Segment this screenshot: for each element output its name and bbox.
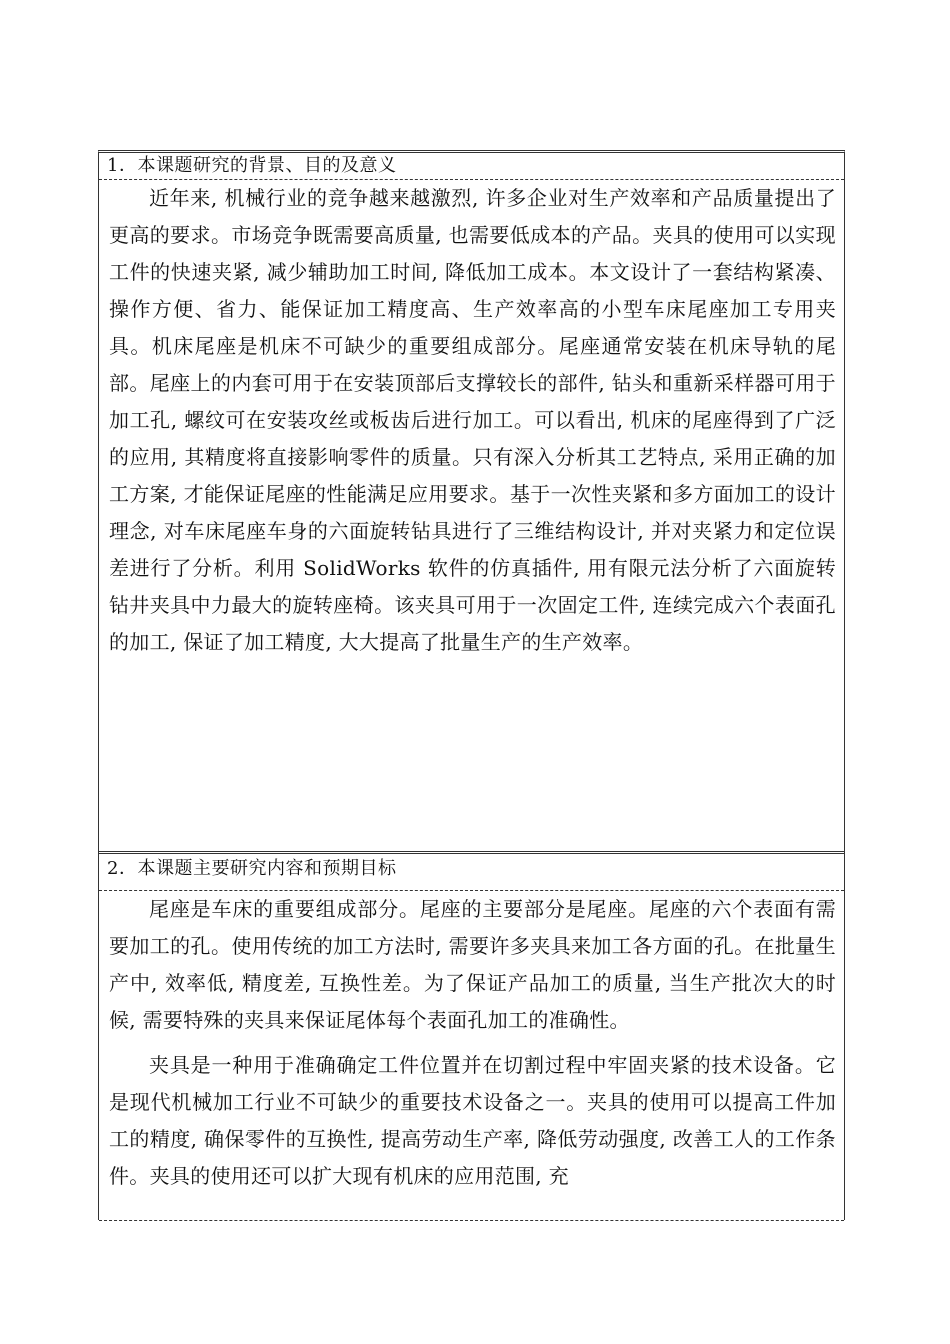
section-2-paragraph: 尾座是车床的重要组成部分。尾座的主要部分是尾座。尾座的六个表面有需要加工的孔。使用传统的加工方法时, 需要许多夹具来加工各方面的孔。在批量生产中, 效率低, 精度差, 互换性差。为了保证产品加工的质量, 当生产批次大的时候, 需要特殊的夹具来保证尾体每个表面孔加工的准确性。 [109,897,836,1032]
section-2-heading: 2．本课题主要研究内容和预期目标 [99,854,844,891]
section-2-paragraph: 夹具是一种用于准确确定工件位置并在切割过程中牢固夹紧的技术设备。它是现代机械加工行业不可缺少的重要技术设备之一。夹具的使用可以提高工件加工的精度, 确保零件的互换性, 提高劳动生产率, 降低劳动强度, 改善工人的工作条件。夹具的使用还可以扩大现有机床的应用范围, 充 [109,1053,836,1188]
proposal-form-table [98,150,845,1220]
section-1-heading: 1．本课题研究的背景、目的及意义 [99,153,844,180]
section-research-content-goals [99,854,844,1221]
section-background-purpose [99,153,844,854]
section-2-body [99,891,844,1195]
section-1-body [99,180,844,661]
section-1-paragraph: 近年来, 机械行业的竞争越来越激烈, 许多企业对生产效率和产品质量提出了更高的要求。市场竞争既需要高质量, 也需要低成本的产品。夹具的使用可以实现工件的快速夹紧, 减少辅助加工时间, 降低加工成本。本文设计了一套结构紧凑、操作方便、省力、能保证加工精度高、生产效率高的小型车床尾座加工专用夹具。机床尾座是机床不可缺少的重要组成部分。尾座通常安装在机床导轨的尾部。尾座上的内套可用于在安装顶部后支撑较长的部件, 钻头和重新采样器可用于加工孔, 螺纹可在安装攻丝或板齿后进行加工。可以看出, 机床的尾座得到了广泛的应用, 其精度将直接影响零件的质量。只有深入分析其工艺特点, 采用正确的加工方案, 才能保证尾座的性能满足应用要求。基于一次性夹紧和多方面加工的设计理念, 对车床尾座车身的六面旋转钻具进行了三维结构设计, 并对夹紧力和定位误差进行了分析。利用 SolidWorks 软件的仿真插件, 用有限元法分析了六面旋转钻井夹具中力最大的旋转座椅。该夹具可用于一次固定工件, 连续完成六个表面孔的加工, 保证了加工精度, 大大提高了批量生产的生产效率。 [109,186,836,654]
